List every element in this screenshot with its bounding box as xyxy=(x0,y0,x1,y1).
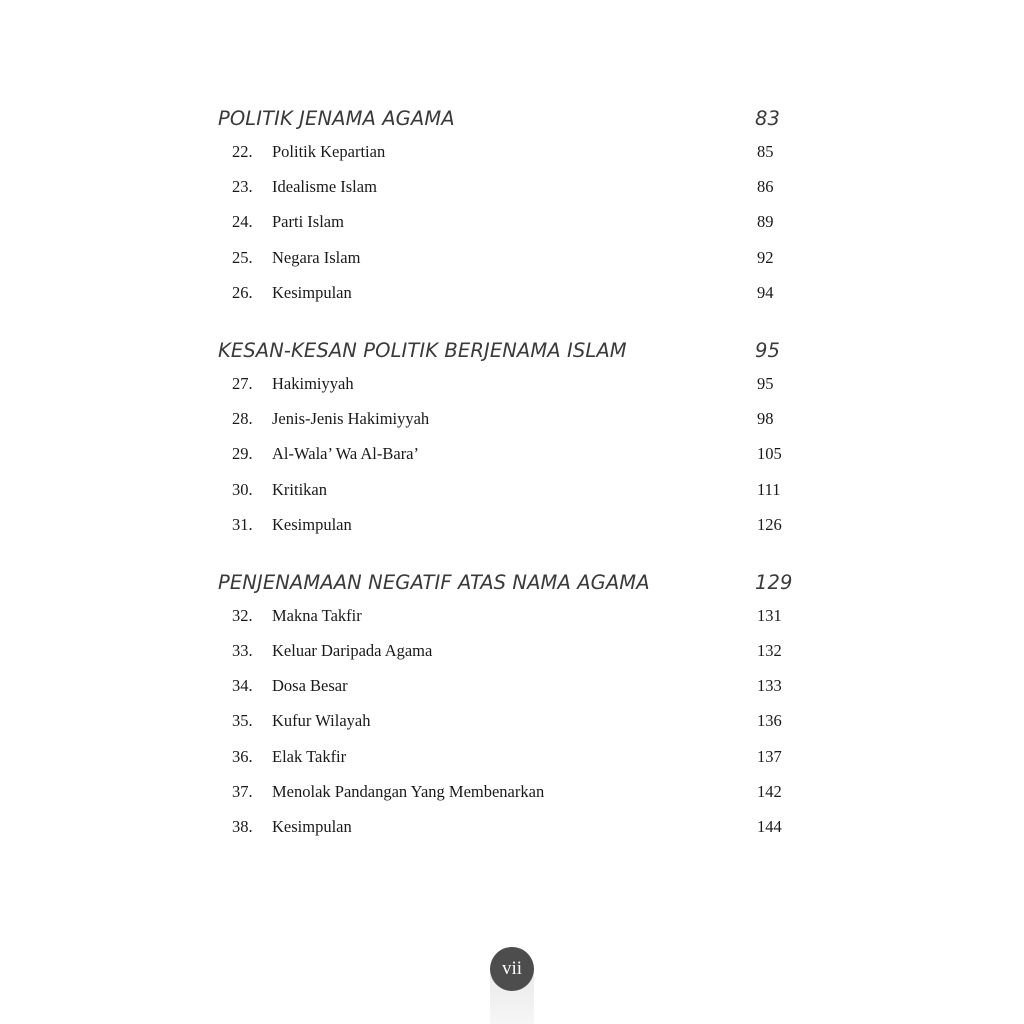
section-page-number: 83 xyxy=(755,107,781,130)
section-page-number: 95 xyxy=(755,338,781,362)
entry-number: 25. xyxy=(232,247,253,267)
toc-entry xyxy=(218,739,798,774)
toc-section xyxy=(218,104,798,310)
toc-entry xyxy=(218,240,798,275)
entry-title: Hakimiyyah xyxy=(272,373,354,393)
entry-page-number: 126 xyxy=(757,514,782,534)
toc-entry xyxy=(218,633,798,668)
section-heading xyxy=(218,104,798,134)
entry-title: Elak Takfir xyxy=(272,746,347,766)
entry-number: 31. xyxy=(232,514,253,534)
entry-page-number: 111 xyxy=(757,479,781,499)
toc-entry xyxy=(218,774,798,809)
toc-entry xyxy=(218,204,798,239)
entry-title: Jenis-Jenis Hakimiyyah xyxy=(272,409,430,429)
entry-page-number: 95 xyxy=(757,373,774,393)
entry-page-number: 131 xyxy=(757,605,782,625)
table-of-contents xyxy=(218,104,798,844)
entry-title: Parti Islam xyxy=(272,212,344,232)
entry-page-number: 92 xyxy=(757,247,774,267)
entry-number: 33. xyxy=(232,641,253,661)
entry-page-number: 132 xyxy=(757,641,782,661)
section-spacer xyxy=(218,542,798,568)
entry-number: 34. xyxy=(232,676,253,696)
toc-section xyxy=(218,336,798,542)
entry-number: 24. xyxy=(232,212,253,232)
entry-number: 36. xyxy=(232,746,253,766)
section-heading xyxy=(218,568,798,598)
toc-entry xyxy=(218,134,798,169)
entry-page-number: 144 xyxy=(757,817,782,836)
entry-page-number: 94 xyxy=(757,282,774,302)
toc-entry xyxy=(218,472,798,507)
entry-number: 35. xyxy=(232,711,253,731)
entry-page-number: 86 xyxy=(757,177,774,197)
entry-title: Idealisme Islam xyxy=(272,177,377,197)
entry-title: Kesimpulan xyxy=(272,282,352,302)
toc-entry xyxy=(218,668,798,703)
toc-entry xyxy=(218,507,798,542)
entry-page-number: 137 xyxy=(757,746,782,766)
entry-title: Politik Kepartian xyxy=(272,142,386,161)
toc-entry xyxy=(218,169,798,204)
toc-entry xyxy=(218,598,798,633)
entry-title: Makna Takfir xyxy=(272,605,362,625)
toc-entry xyxy=(218,275,798,310)
entry-page-number: 133 xyxy=(757,676,782,696)
section-title: KESAN-KESAN POLITIK BERJENAMA ISLAM xyxy=(218,338,627,362)
entry-page-number: 89 xyxy=(757,212,774,232)
entry-number: 29. xyxy=(232,444,253,464)
entry-number: 26. xyxy=(232,282,253,302)
entry-page-number: 85 xyxy=(757,142,774,161)
section-heading xyxy=(218,336,798,366)
toc-entry xyxy=(218,809,798,844)
toc-entry xyxy=(218,366,798,401)
entry-title: Negara Islam xyxy=(272,247,361,267)
entry-title: Kesimpulan xyxy=(272,514,352,534)
entry-number: 32. xyxy=(232,605,253,625)
toc-entry xyxy=(218,401,798,436)
entry-title: Keluar Daripada Agama xyxy=(272,641,433,661)
section-spacer xyxy=(218,310,798,336)
entry-title: Menolak Pandangan Yang Membenarkan xyxy=(272,781,545,801)
entry-number: 22. xyxy=(232,142,253,161)
entry-page-number: 142 xyxy=(757,781,782,801)
entry-number: 38. xyxy=(232,817,253,836)
section-page-number: 129 xyxy=(755,570,793,594)
entry-number: 23. xyxy=(232,177,253,197)
entry-title: Dosa Besar xyxy=(272,676,348,696)
toc-entry xyxy=(218,703,798,738)
entry-title: Kufur Wilayah xyxy=(272,711,371,731)
entry-number: 30. xyxy=(232,479,253,499)
entry-number: 27. xyxy=(232,373,253,393)
toc-entry xyxy=(218,436,798,471)
entry-number: 37. xyxy=(232,781,253,801)
entry-title: Al-Wala’ Wa Al-Bara’ xyxy=(272,444,420,464)
entry-page-number: 136 xyxy=(757,711,782,731)
page-number-badge: vii xyxy=(490,947,534,991)
section-title: POLITIK JENAMA AGAMA xyxy=(218,107,455,130)
section-title: PENJENAMAAN NEGATIF ATAS NAMA AGAMA xyxy=(218,570,650,594)
entry-number: 28. xyxy=(232,409,253,429)
entry-page-number: 98 xyxy=(757,409,774,429)
entry-title: Kesimpulan xyxy=(272,817,352,836)
entry-page-number: 105 xyxy=(757,444,782,464)
entry-title: Kritikan xyxy=(272,479,327,499)
toc-section xyxy=(218,568,798,844)
